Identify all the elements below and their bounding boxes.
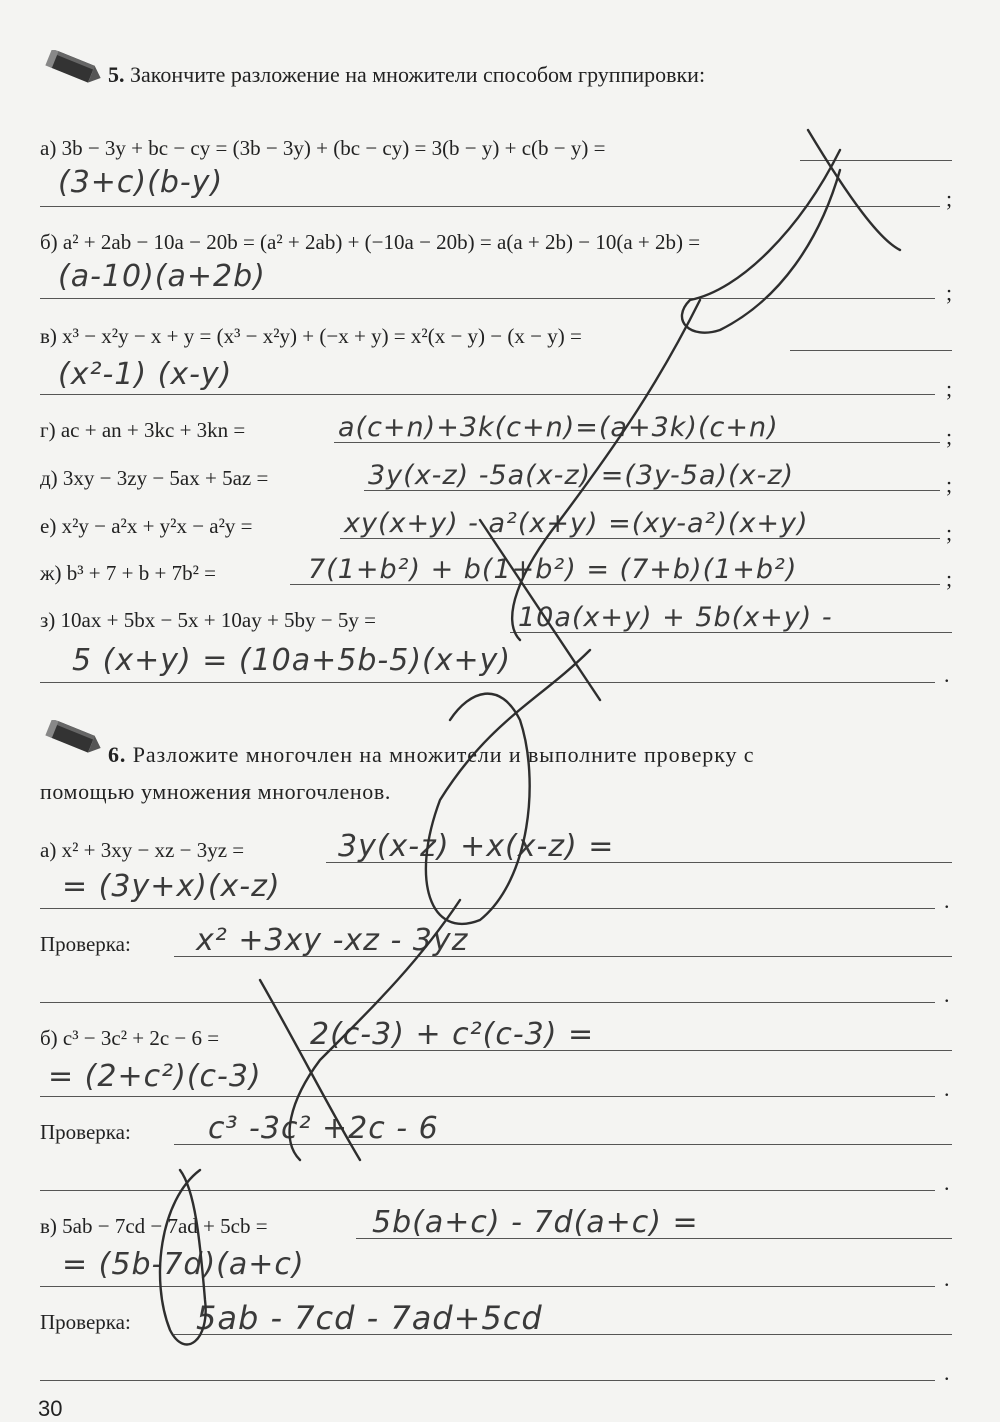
task6-answer-b-2[interactable]: = (2+c²)(c-3) xyxy=(48,1059,262,1094)
task6-answer-a-1[interactable]: 3y(x-z) +x(x-z) = xyxy=(338,829,615,864)
pencil-icon xyxy=(44,50,102,88)
task5-answer-v[interactable]: (x²-1) (x-y) xyxy=(58,357,233,392)
task5-title-text: Закончите разложение на множители способом группировки: xyxy=(130,62,706,87)
task5-item-e: е) x²y − a²x + y²x − a²y = xyxy=(40,514,253,538)
task5-item-v: в) x³ − x²y − x + y = (x³ − x²y) + (−x + y) = x²(x − y) − (x − y) = xyxy=(40,324,582,348)
task6-item-b: б) c³ − 3c² + 2c − 6 = xyxy=(40,1026,220,1050)
task5-answer-a[interactable]: (3+c)(b-y) xyxy=(58,165,224,200)
task6-check-v[interactable]: 5ab - 7cd - 7ad+5cd xyxy=(196,1299,543,1337)
task6-number: 6. xyxy=(108,742,127,767)
task6-item-a: а) x² + 3xy − xz − 3yz = xyxy=(40,838,245,862)
task6-answer-a-2[interactable]: = (3y+x)(x-z) xyxy=(62,869,281,904)
task6-check-label-b: Проверка: xyxy=(40,1120,131,1144)
task5-item-g: г) ac + an + 3kc + 3kn = xyxy=(40,418,246,442)
task5-answer-b[interactable]: (a-10)(a+2b) xyxy=(58,259,266,294)
task6-answer-b-1[interactable]: 2(c-3) + c²(c-3) = xyxy=(310,1017,595,1052)
page-number: 30 xyxy=(38,1396,63,1421)
task6-check-a[interactable]: x² +3xy -xz - 3yz xyxy=(196,923,469,958)
task5-item-zh: ж) b³ + 7 + b + 7b² = xyxy=(40,561,216,585)
task5-title xyxy=(108,64,705,86)
task6-answer-v-2[interactable]: = (5b-7d)(a+c) xyxy=(62,1247,305,1282)
task6-check-b[interactable]: c³ -3c² +2c - 6 xyxy=(208,1111,439,1146)
task6-title xyxy=(108,744,754,766)
task5-item-b: б) a² + 2ab − 10a − 20b = (a² + 2ab) + (−10a − 20b) = a(a + 2b) − 10(a + 2b) = xyxy=(40,230,701,254)
task6-item-v: в) 5ab − 7cd − 7ad + 5cb = xyxy=(40,1214,268,1238)
task5-item-d: д) 3xy − 3zy − 5ax + 5az = xyxy=(40,466,269,490)
task5-answer-z-2[interactable]: 5 (x+y) = (10a+5b-5)(x+y) xyxy=(72,643,512,678)
pencil-icon xyxy=(44,720,102,758)
task5-answer-d[interactable]: 3y(x-z) -5a(x-z) =(3y-5a)(x-z) xyxy=(368,460,795,491)
task6-check-label-v: Проверка: xyxy=(40,1310,131,1334)
task5-number: 5. xyxy=(108,62,125,87)
workbook-page: 5. Закончите разложение на множители способом группировки: а) 3b − 3y + bc − cy = (3b − 3y) + (bc − cy) = 3(b − y) + c(b − y) = (3+c)(b-y) ; б) a² + 2ab − 10a − 20b = (a² + 2ab) + (−10a − 20b) = a(a + 2b) − 10(a + 2b) = (a-10)(a+2b) ; в) x³ − x²y − x + y = (x³ − x²y) + (−x + y) = x²(x − y) − (x − y) = (x²-1) (x-y) ; г) ac + an + 3kc + 3kn = a(c+n)+3k(c+n)=(a+3k)(c+n) ; д) 3xy − 3zy − 5ax + 5az = 3y(x-z) -5a(x-z) =(3y-5a)(x-z) ; е) x²y − a²x + y²x − a²y = xy(x+y) - a²(x+y) =(xy-a²)(x+y) ; ж) b³ + 7 + b + 7b² = 7(1+b²) + b(1+b²) = (7+b)(1+b²) ; з) 10ax + 5bx − 5x + 10ay + 5by − 5y = 10a(x+y) + 5b(x+y) - 5 (x+y) = (10a+5b-5)(x+y) . 6. Разложите многочлен на множители и выполните проверку с помощью умножения многочленов. а) x² + 3xy − xz − 3yz = 3y(x-z) +x(x-z) = = (3y+x)(x-z) . Проверка: x² +3xy -xz - 3yz . б) c³ − 3c² + 2c − 6 = 2(c-3) + c²(c-3) = = (2+c²)(c-3) . Проверка: c³ -3c² +2c - 6 . в) 5ab − 7cd − 7ad + 5cb = 5b(a+c) - 7d(a+c) = = (5b-7d)(a+c) . Проверка: 5ab - 7cd - 7ad+5cd . 30 xyxy=(0,0,1000,1419)
task5-answer-g[interactable]: a(c+n)+3k(c+n)=(a+3k)(c+n) xyxy=(338,412,779,443)
task5-answer-zh[interactable]: 7(1+b²) + b(1+b²) = (7+b)(1+b²) xyxy=(308,554,798,585)
task5-answer-e[interactable]: xy(x+y) - a²(x+y) =(xy-a²)(x+y) xyxy=(344,508,809,539)
task6-title-line2: помощью умножения многочленов. xyxy=(40,779,391,804)
task6-answer-v-1[interactable]: 5b(a+c) - 7d(a+c) = xyxy=(372,1205,699,1240)
task5-item-a: а) 3b − 3y + bc − cy = (3b − 3y) + (bc − cy) = 3(b − y) + c(b − y) = xyxy=(40,136,606,160)
task5-item-z: з) 10ax + 5bx − 5x + 10ay + 5by − 5y = xyxy=(40,608,376,632)
task6-check-label-a: Проверка: xyxy=(40,932,131,956)
task6-title-text: Разложите многочлен на множители и выполните проверку с xyxy=(132,742,755,767)
task5-answer-z-1[interactable]: 10a(x+y) + 5b(x+y) - xyxy=(518,602,833,633)
